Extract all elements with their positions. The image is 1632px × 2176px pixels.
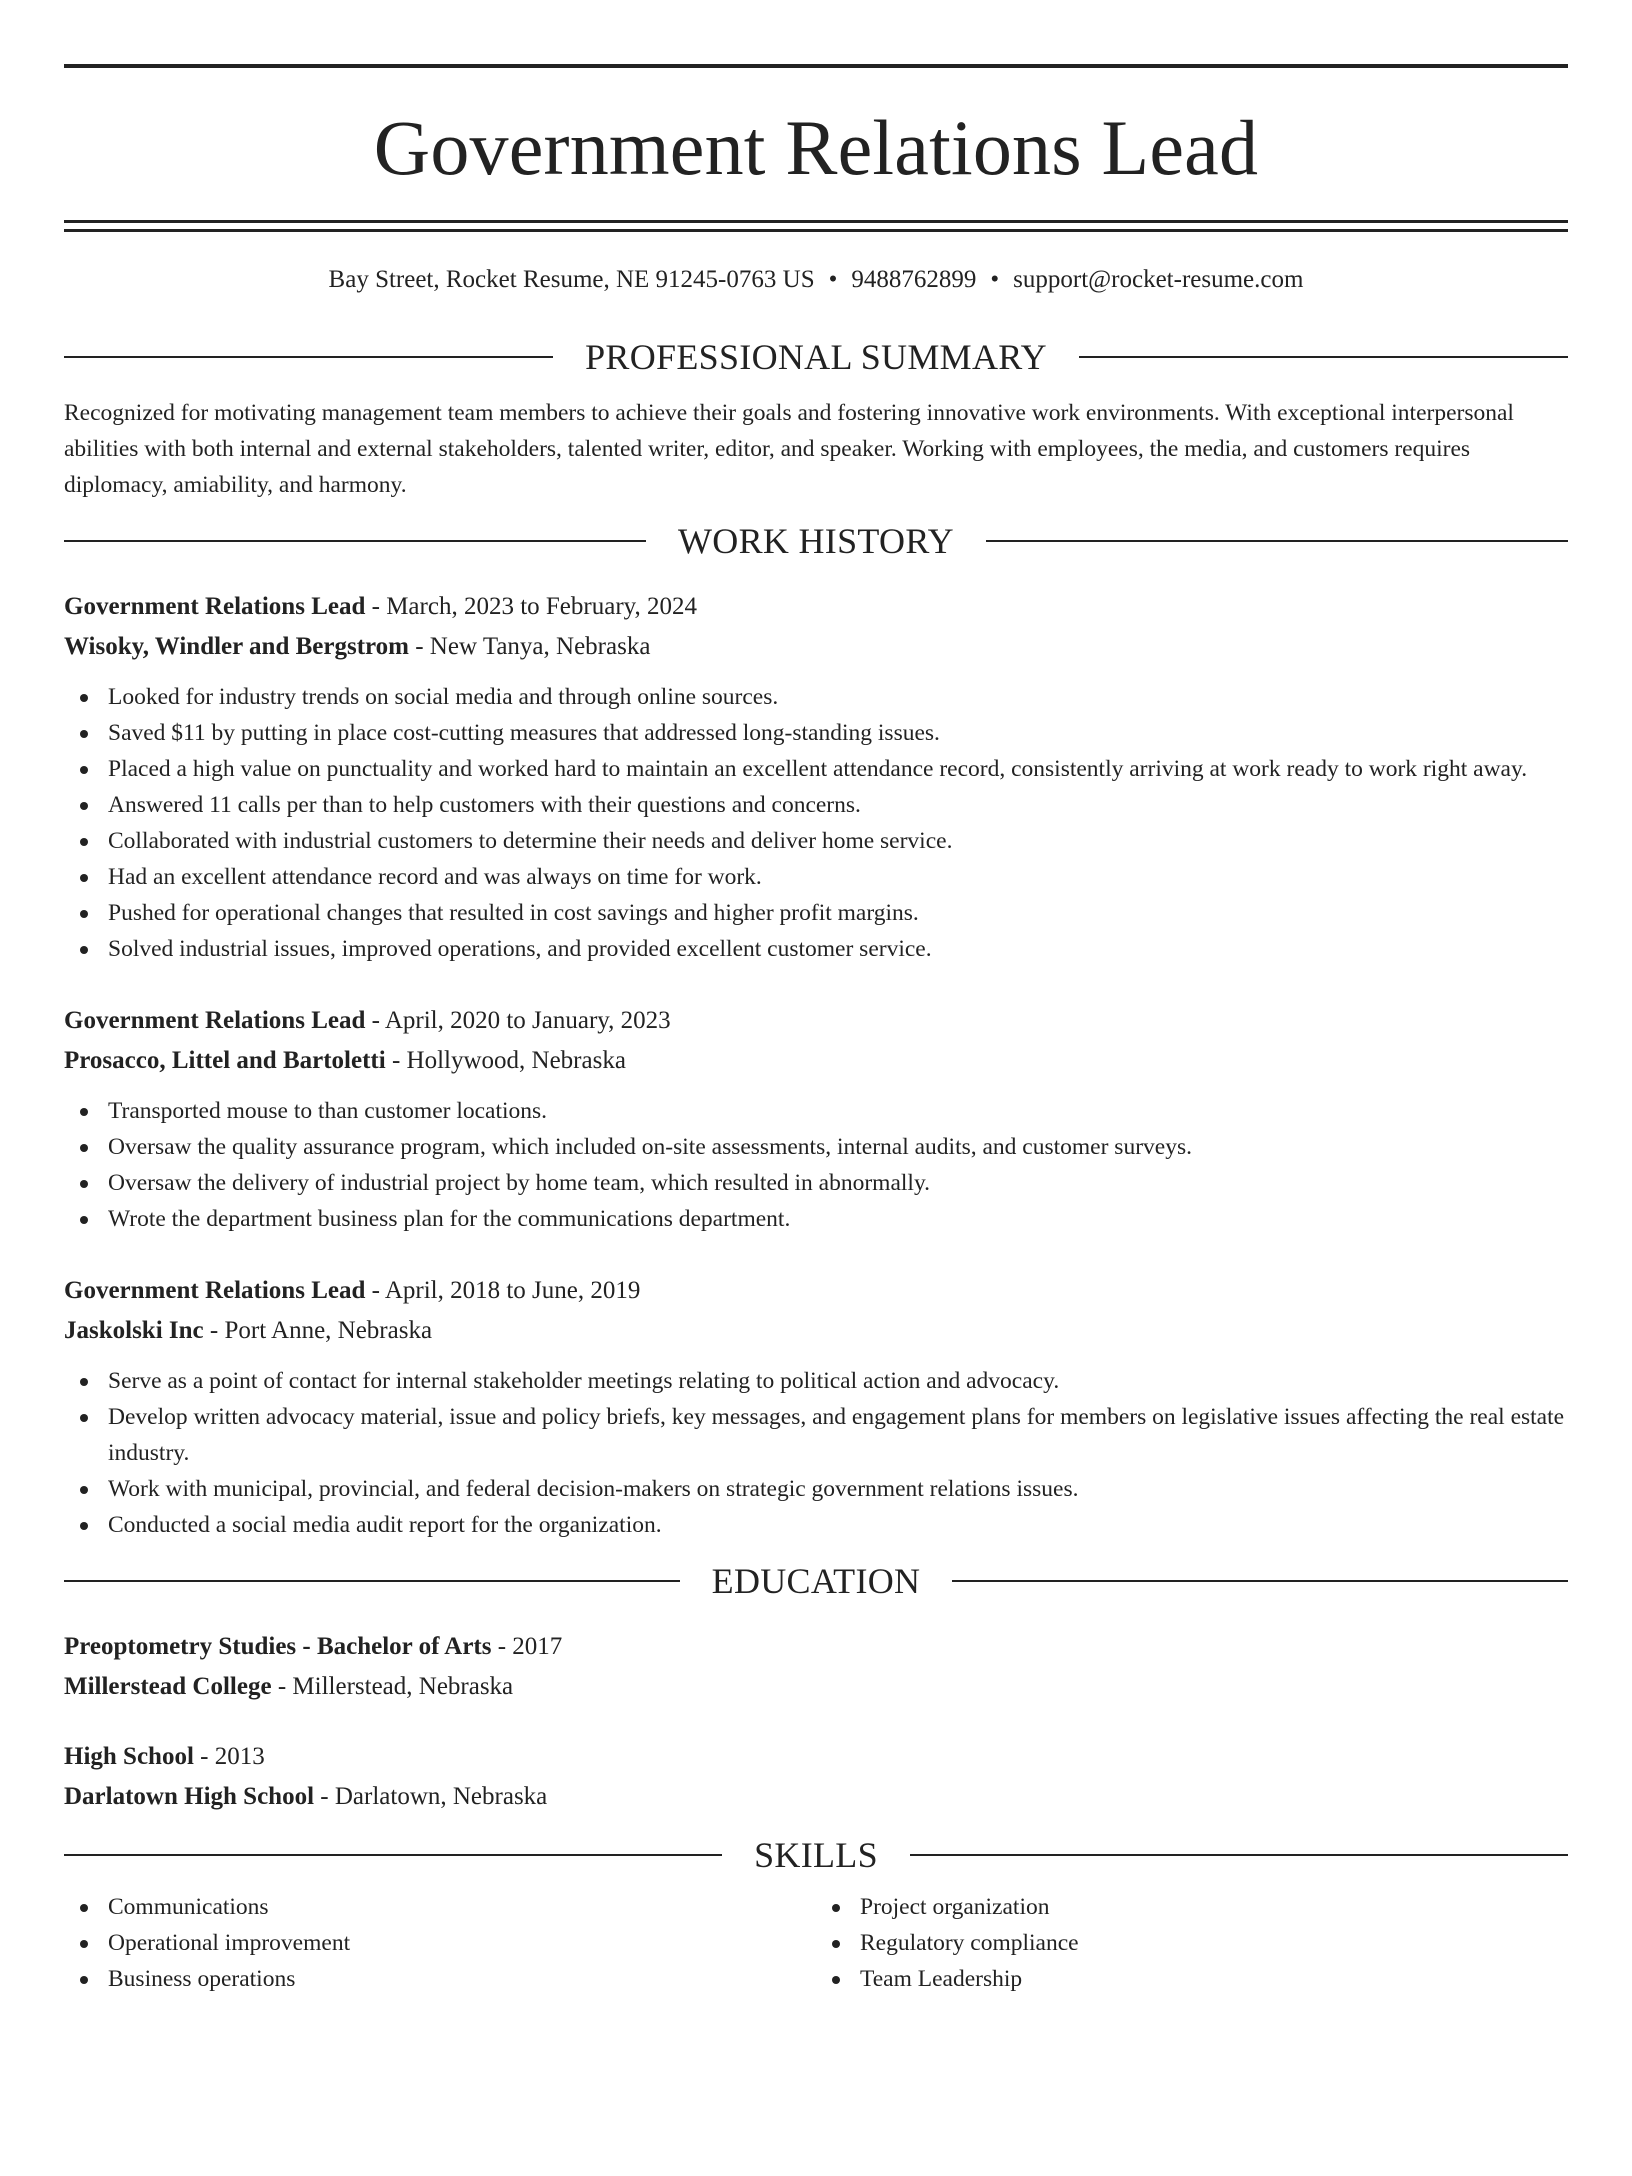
job-title: Government Relations Lead [64, 593, 366, 620]
job-location: - Hollywood, Nebraska [385, 1047, 626, 1074]
header-double-divider [64, 220, 1568, 232]
skill-item: Communications [64, 1889, 816, 1925]
heading-rule-left [64, 540, 646, 542]
job-location: - New Tanya, Nebraska [408, 633, 651, 660]
resume-name: Government Relations Lead [373, 104, 1259, 191]
job-company: Wisoky, Windler and Bergstrom [64, 633, 409, 660]
summary-heading-text: PROFESSIONAL SUMMARY [585, 337, 1047, 377]
skills-section-heading [64, 1831, 1568, 1879]
job-bullet: Collaborated with industrial customers to determine their needs and deliver home service. [64, 823, 1568, 859]
skills-column-right [816, 1889, 1568, 1997]
heading-rule-left [64, 1854, 722, 1856]
heading-rule-left [64, 356, 553, 358]
job-entry [64, 587, 1568, 967]
skills-heading-text: SKILLS [754, 1835, 878, 1875]
education-degree: Preoptometry Studies - Bachelor of Arts [64, 1633, 492, 1660]
skill-item: Operational improvement [64, 1925, 816, 1961]
heading-rule-right [1079, 356, 1568, 358]
contact-line [64, 263, 1568, 297]
job-bullet: Serve as a point of contact for internal stakeholder meetings relating to political action and advocacy. [64, 1363, 1568, 1399]
job-title: Government Relations Lead [64, 1277, 366, 1304]
job-bullet: Work with municipal, provincial, and federal decision-makers on strategic government relations issues. [64, 1471, 1568, 1507]
heading-rule-right [986, 540, 1568, 542]
job-bullets [64, 1093, 1568, 1237]
summary-section-heading [64, 333, 1568, 381]
job-company: Prosacco, Littel and Bartoletti [64, 1047, 386, 1074]
education-section-heading [64, 1557, 1568, 1605]
education-degree-line [64, 1737, 1568, 1777]
resume-page [0, 64, 1632, 2176]
job-bullet: Saved $11 by putting in place cost-cutting measures that addressed long-standing issues. [64, 715, 1568, 751]
work-section-heading [64, 517, 1568, 565]
job-title: Government Relations Lead [64, 1007, 366, 1034]
job-title-line [64, 1271, 1568, 1311]
job-bullets [64, 1363, 1568, 1543]
skills-grid [64, 1889, 1568, 1997]
top-divider [64, 64, 1568, 68]
job-bullet: Conducted a social media audit report for the organization. [64, 1507, 1568, 1543]
education-entry [64, 1627, 1568, 1707]
education-degree-line [64, 1627, 1568, 1667]
job-bullet: Wrote the department business plan for the communications department. [64, 1201, 1568, 1237]
job-title-line [64, 1001, 1568, 1041]
education-year: - 2017 [491, 1633, 563, 1660]
skill-item: Project organization [816, 1889, 1568, 1925]
education-school: Millerstead College [64, 1673, 272, 1700]
heading-rule-right [952, 1580, 1568, 1582]
education-school: Darlatown High School [64, 1783, 315, 1810]
job-company-line [64, 1041, 1568, 1081]
contact-separator: • [990, 266, 1000, 293]
education-entry [64, 1737, 1568, 1817]
education-school-line [64, 1777, 1568, 1817]
skill-item: Business operations [64, 1961, 816, 1997]
education-year: - 2013 [193, 1743, 265, 1770]
contact-separator: • [828, 266, 838, 293]
education-degree: High School [64, 1743, 194, 1770]
job-bullets [64, 679, 1568, 967]
job-entry [64, 1271, 1568, 1543]
summary-text: Recognized for motivating management team members to achieve their goals and fostering innovative work environments. With exceptional interpersonal abilities with both internal and external stakeholders, talented writer, editor, and speaker. Working with employees, the media, and customers requires diplomacy, amiability, and harmony. [64, 400, 1514, 498]
education-location: - Darlatown, Nebraska [314, 1783, 548, 1810]
contact-phone: 9488762899 [851, 266, 977, 293]
job-bullet: Transported mouse to than customer locations. [64, 1093, 1568, 1129]
job-bullet: Placed a high value on punctuality and worked hard to maintain an excellent attendance record, consistently arriving at work ready to work right away. [64, 751, 1568, 787]
job-entry [64, 1001, 1568, 1237]
education-school-line [64, 1667, 1568, 1707]
heading-rule-right [910, 1854, 1568, 1856]
job-bullet: Had an excellent attendance record and was always on time for work. [64, 859, 1568, 895]
job-company-line [64, 1311, 1568, 1351]
work-heading-text: WORK HISTORY [678, 521, 954, 561]
job-location: - Port Anne, Nebraska [203, 1317, 433, 1344]
job-dates: - April, 2020 to January, 2023 [365, 1007, 671, 1034]
education-location: - Millerstead, Nebraska [271, 1673, 514, 1700]
job-bullet: Oversaw the delivery of industrial project by home team, which resulted in abnormally. [64, 1165, 1568, 1201]
contact-address: Bay Street, Rocket Resume, NE 91245-0763 US [328, 266, 815, 293]
job-bullet: Oversaw the quality assurance program, which included on-site assessments, internal audits, and customer surveys. [64, 1129, 1568, 1165]
job-bullet: Solved industrial issues, improved operations, and provided excellent customer service. [64, 931, 1568, 967]
education-heading-text: EDUCATION [711, 1561, 921, 1601]
job-dates: - April, 2018 to June, 2019 [365, 1277, 641, 1304]
job-bullet: Pushed for operational changes that resulted in cost savings and higher profit margins. [64, 895, 1568, 931]
job-dates: - March, 2023 to February, 2024 [365, 593, 698, 620]
job-company-line [64, 627, 1568, 667]
job-title-line [64, 587, 1568, 627]
job-company: Jaskolski Inc [64, 1317, 204, 1344]
contact-email: support@rocket-resume.com [1013, 266, 1304, 293]
heading-rule-left [64, 1580, 680, 1582]
job-bullet: Answered 11 calls per than to help customers with their questions and concerns. [64, 787, 1568, 823]
skill-item: Team Leadership [816, 1961, 1568, 1997]
skills-column-left [64, 1889, 816, 1997]
skill-item: Regulatory compliance [816, 1925, 1568, 1961]
job-bullet: Looked for industry trends on social media and through online sources. [64, 679, 1568, 715]
job-bullet: Develop written advocacy material, issue and policy briefs, key messages, and engagement plans for members on legislative issues affecting the real estate industry. [64, 1399, 1568, 1471]
